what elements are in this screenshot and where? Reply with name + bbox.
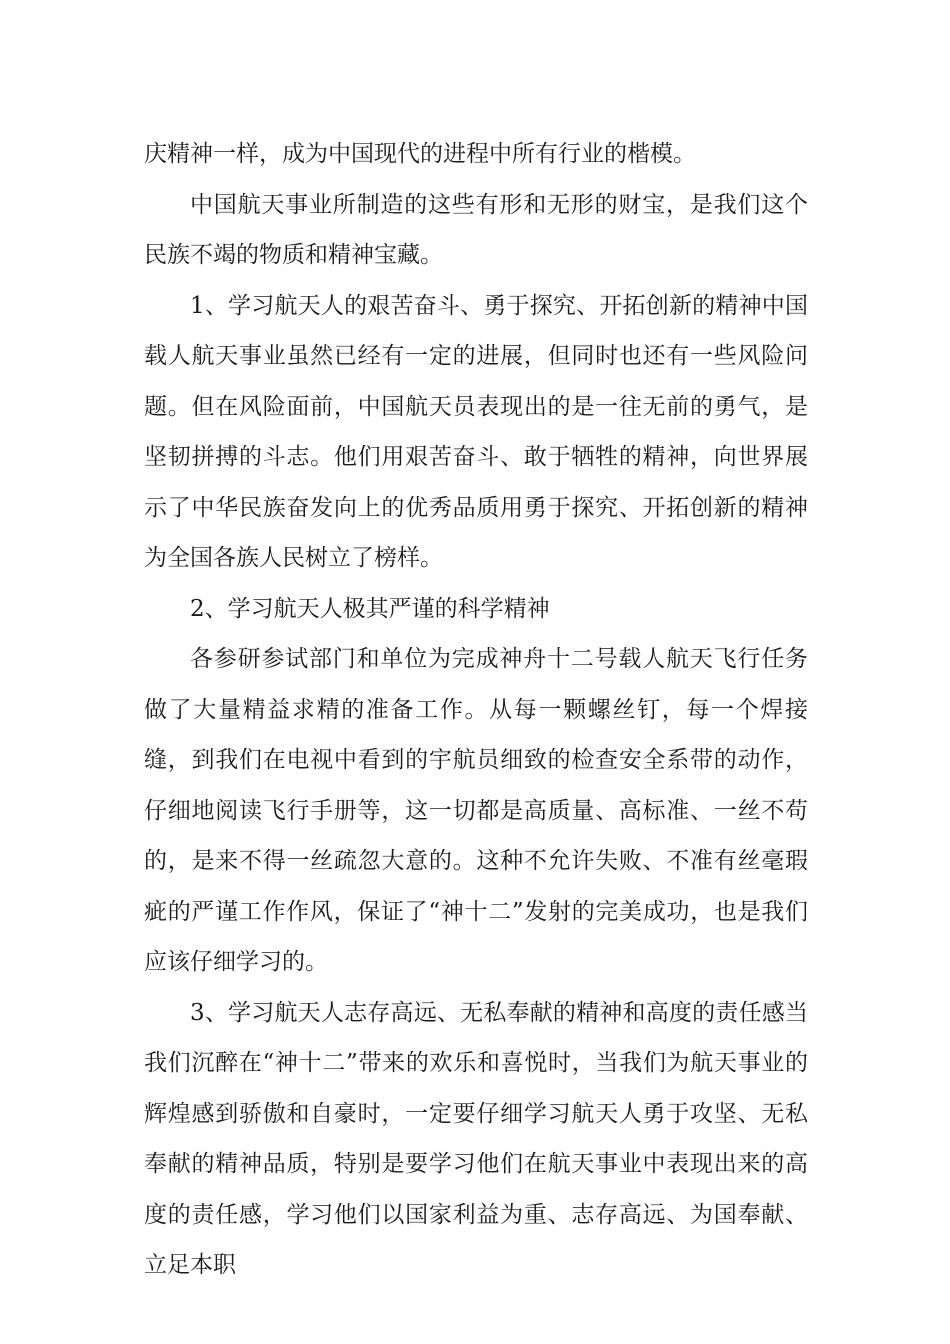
- paragraph-4-section-2-heading: 2、学习航天人极其严谨的科学精神: [190, 595, 550, 622]
- paragraph-3-section-1: 1、学习航天人的艰苦奋斗、勇于探究、开拓创新的精神中国载人航天事业虽然已经有一定的进展，但同时也还有一些风险问题。但在风险面前，中国航天员表现出的是一往无前的勇气，是坚韧拼搏的斗志。他们用艰苦奋斗、敢于牺牲的精神，向世界展示了中华民族奋发向上的优秀品质用勇于探究、开拓创新的精神为全国各族人民树立了榜样。: [144, 292, 808, 571]
- paragraph-2: 中国航天事业所制造的这些有形和无形的财宝，是我们这个民族不竭的物质和精神宝藏。: [144, 191, 808, 268]
- paragraph-5: 各参研参试部门和单位为完成神舟十二号载人航天飞行任务做了大量精益求精的准备工作。从每一颗螺丝钉，每一个焊接缝，到我们在电视中看到的宇航员细致的检查安全系带的动作，仔细地阅读飞行手册等，这一切都是高质量、高标准、一丝不苟的，是来不得一丝疏忽大意的。这种不允许失败、不准有丝毫瑕疵的严谨工作作风，保证了“神十二”发射的完美成功，也是我们应该仔细学习的。: [144, 646, 808, 975]
- paragraph-6-section-3: 3、学习航天人志存高远、无私奉献的精神和高度的责任感当我们沉醉在“神十二”带来的欢乐和喜悦时，当我们为航天事业的辉煌感到骄傲和自豪时，一定要仔细学习航天人勇于攻坚、无私奉献的精神品质，特别是要学习他们在航天事业中表现出来的高度的责任感，学习他们以国家利益为重、志存高远、为国奉献、立足本职: [144, 999, 808, 1278]
- paragraph-1: 庆精神一样，成为中国现代的进程中所有行业的楷模。: [144, 141, 696, 167]
- document-body: [144, 129, 808, 1291]
